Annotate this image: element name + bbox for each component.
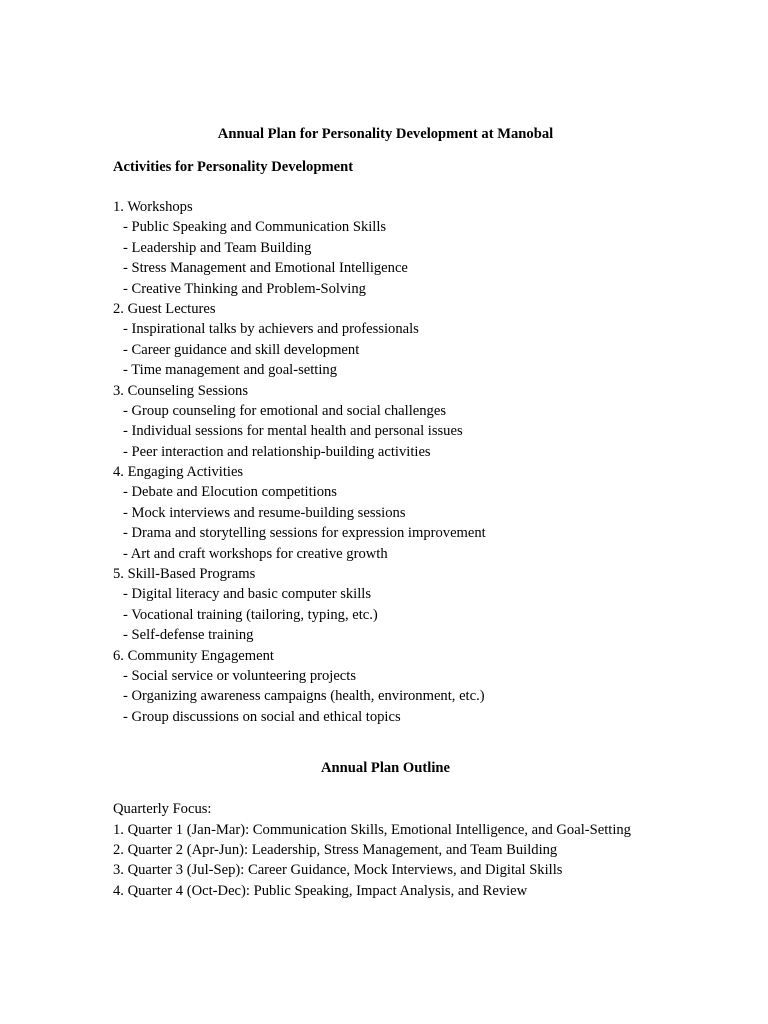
activity-item: - Social service or volunteering projects [123, 667, 357, 684]
activity-item: - Debate and Elocution competitions [123, 484, 337, 501]
quarter-item: 2. Quarter 2 (Apr-Jun): Leadership, Stress Management, and Team Building [113, 841, 558, 858]
document-title: Annual Plan for Personality Development at Manobal [217, 126, 554, 142]
activity-item: - Vocational training (tailoring, typing, etc.) [123, 606, 378, 623]
activity-item: - Self-defense training [123, 627, 254, 644]
activity-label: 6. Community Engagement [113, 647, 274, 664]
activity-item: - Group discussions on social and ethical topics [123, 708, 401, 725]
activity-label: 4. Engaging Activities [113, 464, 244, 481]
activity-item: - Peer interaction and relationship-building activities [123, 443, 431, 460]
quarter-item: 3. Quarter 3 (Jul-Sep): Career Guidance, Mock Interviews, and Digital Skills [113, 862, 563, 879]
activity-label: 3. Counseling Sessions [113, 382, 249, 399]
activity-item: - Mock interviews and resume-building sessions [123, 504, 406, 521]
activity-label: 1. Workshops [113, 199, 193, 215]
activity-item: - Organizing awareness campaigns (health, environment, etc.) [123, 688, 485, 705]
activity-item: - Time management and goal-setting [123, 362, 338, 379]
activity-item: - Leadership and Team Building [123, 239, 312, 256]
activity-item: - Group counseling for emotional and social challenges [123, 402, 446, 419]
activity-item: - Career guidance and skill development [123, 341, 360, 358]
activity-item: - Public Speaking and Communication Skills [123, 219, 387, 236]
outline-heading: Annual Plan Outline [321, 760, 450, 777]
quarterly-label: Quarterly Focus: [113, 801, 212, 818]
activity-item: - Stress Management and Emotional Intelligence [123, 260, 408, 277]
activity-label: 5. Skill-Based Programs [113, 566, 256, 583]
activity-item: - Drama and storytelling sessions for expression improvement [123, 525, 486, 542]
activity-item: - Individual sessions for mental health and personal issues [123, 423, 463, 440]
activity-item: - Art and craft workshops for creative growth [123, 545, 388, 562]
activity-item: - Digital literacy and basic computer skills [123, 586, 372, 603]
quarterly-focus [113, 799, 658, 901]
quarter-item: 1. Quarter 1 (Jan-Mar): Communication Skills, Emotional Intelligence, and Goal-Setting [113, 821, 631, 838]
activities-heading: Activities for Personality Development [113, 159, 354, 175]
activity-label: 2. Guest Lectures [113, 300, 216, 317]
quarter-item: 4. Quarter 4 (Oct-Dec): Public Speaking, Impact Analysis, and Review [113, 882, 528, 899]
activities-list [113, 197, 658, 727]
activity-item: - Inspirational talks by achievers and professionals [123, 321, 419, 338]
document-page [113, 124, 658, 901]
activity-item: - Creative Thinking and Problem-Solving [123, 280, 366, 297]
